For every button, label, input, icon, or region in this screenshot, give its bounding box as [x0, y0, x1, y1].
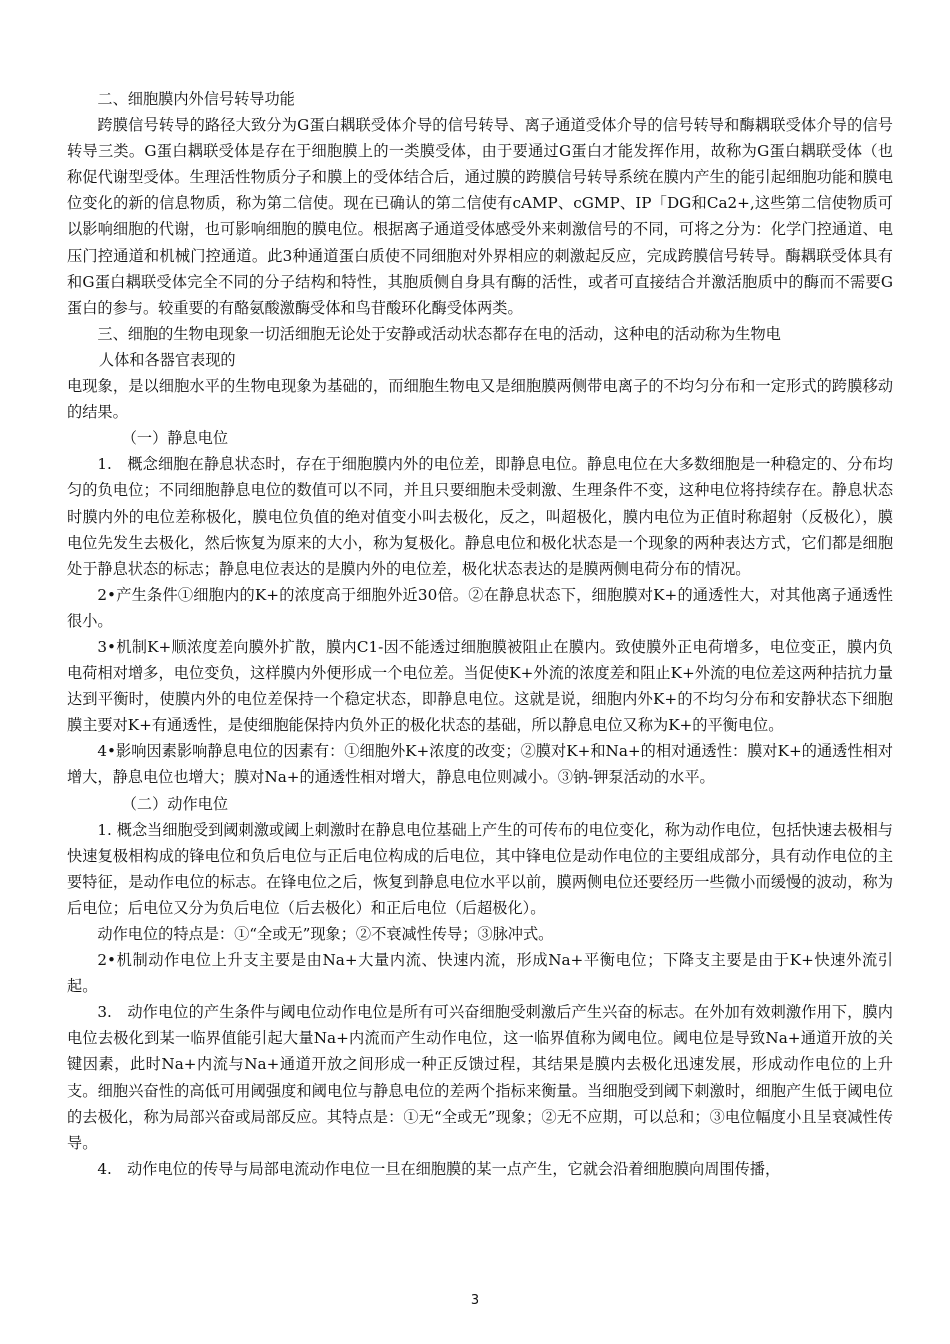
paragraph-resting-concept: 1. 概念细胞在静息状态时，存在于细胞膜内外的电位差，即静息电位。静息电位在大多数细胞是一种稳定的、分布均匀的负电位；不同细胞静息电位的数值可以不同，并且只要细胞未受刺激、生理条件不变，这种电位将持续存在。静息状态时膜内外的电位差称极化，膜电位负值的绝对值变小叫去极化，反之，叫超极化，膜内电位为正值时称超射（反极化），膜电位先发生去极化，然后恢复为原来的大小，称为复极化。静息电位和极化状态是一个现象的两种表达方式，它们都是细胞处于静息状态的标志；静息电位表达的是膜内外的电位差，极化状态表达的是膜两侧电荷分布的情况。	[67, 455, 893, 578]
page-number: 3	[470, 1293, 480, 1308]
paragraph-bioelectric: 电现象，是以细胞水平的生物电现象为基础的，而细胞生物电又是细胞膜两侧带电离子的不均匀分布和一定形式的跨膜移动的结果。	[67, 377, 893, 422]
paragraph-resting-conditions: 2•产生条件①细胞内的K+的浓度高于细胞外近30倍。②在静息状态下，细胞膜对K+的通透性大，对其他离子通透性很小。	[67, 585, 893, 630]
paragraph-action-mechanism: 2•机制动作电位上升支主要是由Na+大量内流、快速内流，形成Na+平衡电位；下降支主要是由于K+快速外流引起。	[67, 951, 893, 996]
section-heading-signal-transduction: 二、细胞膜内外信号转导功能	[97, 90, 295, 108]
section-heading-bioelectric: 三、细胞的生物电现象一切活细胞无论处于安静或活动状态都存在电的活动，这种电的活动称为生物电	[97, 324, 781, 343]
paragraph-signal-transduction: 跨膜信号转导的路径大致分为G蛋白耦联受体介导的信号转导、离子通道受体介导的信号转导和酶耦联受体介导的信号转导三类。G蛋白耦联受体是存在于细胞膜上的一类膜受体，由于要通过G蛋白才能发挥作用，故称为G蛋白耦联受体（也称促代谢型受体。生理活性物质分子和膜上的受体结合后，通过膜的跨膜信号转导系统在膜内产生的能引起细胞功能和膜电位变化的新的信息物质，称为第二信使。现在已确认的第二信使有cAMP、cGMP、IP「DG和Ca2+,这些第二信使物质可以影响细胞的代谢，也可影响细胞的膜电位。根据离子通道受体感受外来刺激信号的不同，可将之分为：化学门控通道、电压门控通道和机械门控通道。此3种通道蛋白质使不同细胞对外界相应的刺激起反应，完成跨膜信号转导。酶耦联受体具有和G蛋白耦联受体完全不同的分子结构和特性，其胞质侧自身具有酶的活性，或者可直接结合并激活胞质中的酶而不需要G蛋白的参与。较重要的有酪氨酸激酶受体和鸟苷酸环化酶受体两类。	[67, 116, 893, 317]
paragraph-resting-mechanism: 3•机制K+顺浓度差向膜外扩散，膜内C1-因不能透过细胞膜被阻止在膜内。致使膜外正电荷增多，电位变正，膜内负电荷相对增多，电位变负，这样膜内外便形成一个电位差。当促使K+外流的浓度差和阻止K+外流的电位差这两种拮抗力量达到平衡时，使膜内外的电位差保持一个稳定状态，即静息电位。这就是说，细胞内外K+的不均匀分布和安静状态下细胞膜主要对K+有通透性，是使细胞能保持内负外正的极化状态的基础，所以静息电位又称为K+的平衡电位。	[67, 637, 893, 735]
subheading-action-potential: （二）动作电位	[121, 794, 229, 813]
paragraph-resting-factors: 4•影响因素影响静息电位的因素有：①细胞外K+浓度的改变；②膜对K+和Na+的相对通透性：膜对K+的通透性相对增大，静息电位也增大；膜对Na+的通透性相对增大，静息电位则减小。③钠-钾泵活动的水平。	[67, 742, 893, 787]
subheading-resting-potential: （一）静息电位	[121, 429, 229, 448]
paragraph-action-threshold: 3. 动作电位的产生条件与阈电位动作电位是所有可兴奋细胞受刺激后产生兴奋的标志。在外加有效刺激作用下，膜内电位去极化到某一临界值能引起大量Na+内流而产生动作电位，这一临界值称为阈电位。阈电位是导致Na+通道开放的关键因素，此时Na+内流与Na+通道开放之间形成一种正反馈过程，其结果是膜内去极化迅速发展，形成动作电位的上升支。细胞兴奋性的高低可用阈强度和阈电位与静息电位的差两个指标来衡量。当细胞受到阈下刺激时，细胞产生低于阈电位的去极化，称为局部兴奋或局部反应。其特点是：①无“全或无”现象；②无不应期，可以总和；③电位幅度小且呈衰减性传导。	[67, 1003, 893, 1152]
body-text	[67, 86, 893, 1182]
orphan-line: 人体和各器官表现的	[98, 350, 236, 369]
paragraph-action-features: 动作电位的特点是：①“全或无”现象；②不衰减性传导；③脉冲式。	[97, 925, 554, 943]
paragraph-action-conduction: 4. 动作电位的传导与局部电流动作电位一旦在细胞膜的某一点产生，它就会沿着细胞膜向周围传播，	[97, 1159, 781, 1178]
paragraph-action-concept: 1. 概念当细胞受到阈刺激或阈上刺激时在静息电位基础上产生的可传布的电位变化，称为动作电位，包括快速去极相与快速复极相构成的锋电位和负后电位与正后电位构成的后电位，其中锋电位是动作电位的主要组成部分，具有动作电位的主要特征，是动作电位的标志。在锋电位之后，恢复到静息电位水平以前，膜两侧电位还要经历一些微小而缓慢的波动，称为后电位；后电位又分为负后电位（后去极化）和正后电位（后超极化）。	[67, 820, 893, 917]
